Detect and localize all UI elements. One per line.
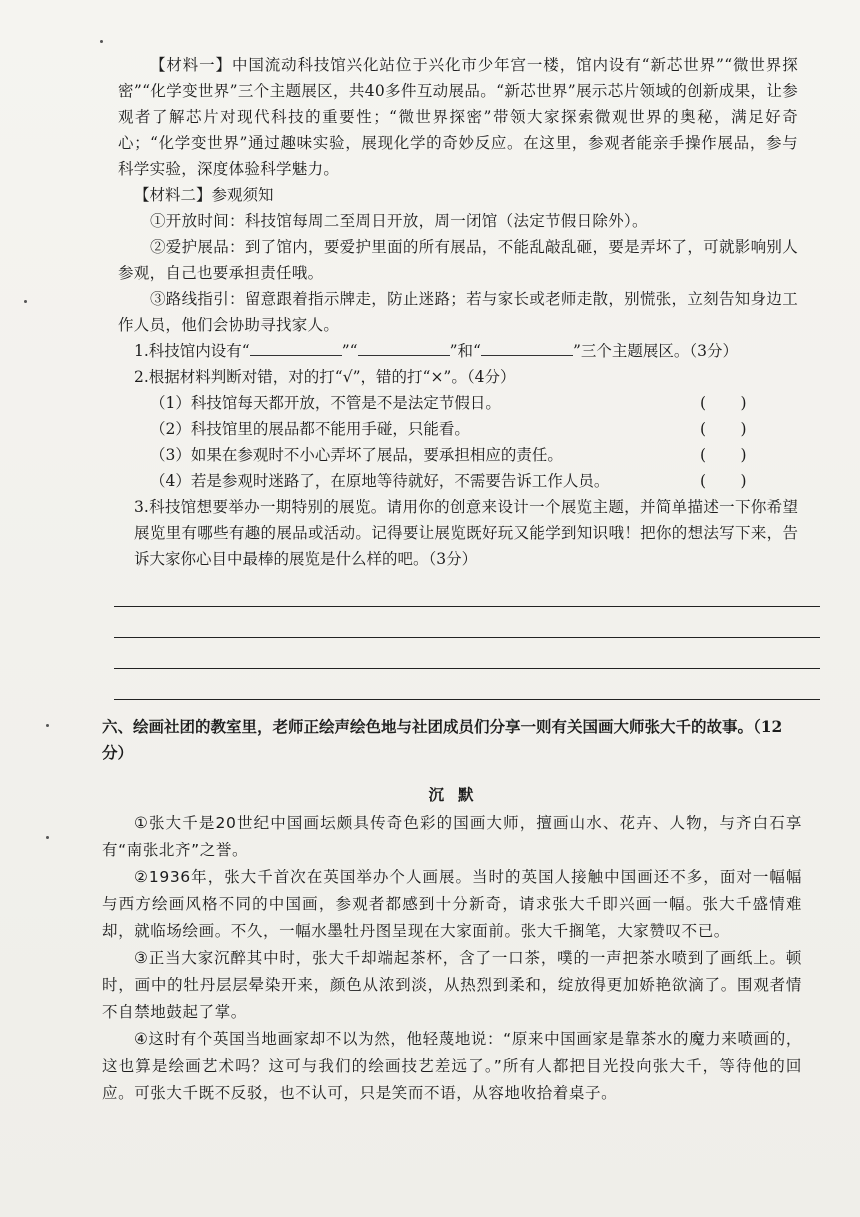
rule-route-guide: ③路线指引：留意跟着指示牌走，防止迷路；若与家长或老师走散，别慌张，立刻告知身边工作人员，他们会协助寻找家人。 xyxy=(118,290,798,334)
judgement-statement: （2）科技馆里的展品都不能用手碰，只能看。 xyxy=(150,420,470,438)
question-3: 3.科技馆想要举办一期特别的展览。请用你的创意来设计一个展览主题，并简单描述一下你希望展览里有哪些有趣的展品或活动。记得要让展览既好玩又能学到知识哦！把你的想法写下来，告诉大家你心目中最棒的展览是什么样的吧。（3分） xyxy=(134,498,798,568)
judgement-statement: （3）如果在参观时不小心弄坏了展品，要承担相应的责任。 xyxy=(150,446,563,464)
story-paragraph-2: ②1936年，张大千首次在英国举办个人画展。当时的英国人接触中国画还不多，面对一幅幅与西方绘画风格不同的中国画，参观者都感到十分新奇，请求张大千即兴画一幅。张大千盛情难却，就临场绘画。不久，一幅水墨牡丹图呈现在大家面前。张大千搁笔，大家赞叹不已。 xyxy=(102,867,802,940)
rule-opening-hours: ①开放时间：科技馆每周二至周日开放，周一闭馆（法定节假日除外）。 xyxy=(150,212,648,230)
section-six-heading: 六、绘画社团的教室里，老师正绘声绘色地与社团成员们分享一则有关国画大师张大千的故事。（12分） xyxy=(102,717,783,762)
judgement-item-3 xyxy=(118,442,798,468)
story-paragraph-1: ①张大千是20世纪中国画坛颇具传奇色彩的国画大师，擅画山水、花卉、人物，与齐白石享有“南张北齐”之誉。 xyxy=(102,813,802,859)
question-1-text: ”和“ xyxy=(449,342,481,360)
rule-protect-exhibits: ②爱护展品：到了馆内，要爱护里面的所有展品，不能乱敲乱砸，要是弄坏了，可就影响别人参观，自己也要承担责任哦。 xyxy=(118,238,798,282)
question-1-score: （3分） xyxy=(689,342,738,360)
material-one-paragraph: 【材料一】中国流动科技馆兴化站位于兴化市少年宫一楼，馆内设有“新芯世界”“微世界探密”“化学变世界”三个主题展区，共40多件互动展品。“新芯世界”展示芯片领域的创新成果，让参观者了解芯片对现代科技的重要性；“微世界探密”带领大家探索微观世界的奥秘，满足好奇心；“化学变世界”通过趣味实验，展现化学的奇妙反应。在这里，参观者能亲手操作展品，参与科学实验，深度体验科学魅力。 xyxy=(118,56,798,178)
judgement-answer-box[interactable]: ( ) xyxy=(700,420,747,438)
answer-lines xyxy=(114,576,798,700)
scan-speck xyxy=(46,724,49,727)
answer-line[interactable] xyxy=(114,638,820,669)
question-1 xyxy=(118,338,798,364)
story-title: 沉默 xyxy=(428,784,488,804)
scan-speck xyxy=(100,40,103,43)
scan-speck xyxy=(46,836,49,839)
story-paragraph-3: ③正当大家沉醉其中时，张大千却端起茶杯，含了一口茶，噗的一声把茶水喷到了画纸上。顿时，画中的牡丹层层晕染开来，颜色从浓到淡，从热烈到柔和，绽放得更加娇艳欲滴了。围观者情不自禁地鼓起了掌。 xyxy=(102,948,802,1021)
judgement-item-1 xyxy=(118,390,798,416)
judgement-item-2 xyxy=(118,416,798,442)
judgement-answer-box[interactable]: ( ) xyxy=(700,394,747,412)
material-two-heading: 【材料二】参观须知 xyxy=(134,186,274,204)
answer-line[interactable] xyxy=(114,576,820,607)
judgement-item-4 xyxy=(118,468,798,494)
judgement-answer-box[interactable]: ( ) xyxy=(700,472,747,490)
answer-blank-1[interactable] xyxy=(250,339,342,356)
document-body xyxy=(102,52,802,1107)
scan-speck xyxy=(24,300,27,303)
answer-blank-2[interactable] xyxy=(358,339,450,356)
question-1-text: 1.科技馆内设有“ xyxy=(134,342,250,360)
question-1-text: ”“ xyxy=(341,342,358,360)
question-1-text: ”三个主题展区。 xyxy=(572,342,690,360)
judgement-statement: （4）若是参观时迷路了，在原地等待就好，不需要告诉工作人员。 xyxy=(150,472,610,490)
answer-line[interactable] xyxy=(114,607,820,638)
judgement-answer-box[interactable]: ( ) xyxy=(700,446,747,464)
question-2-prompt: 2.根据材料判断对错，对的打“√”，错的打“×”。（4分） xyxy=(134,368,516,386)
story-paragraph-4: ④这时有个英国当地画家却不以为然，他轻蔑地说：“原来中国画家是靠茶水的魔力来喷画的，这也算是绘画艺术吗？这可与我们的绘画技艺差远了。”所有人都把目光投向张大千，等待他的回应。可张大千既不反驳，也不认可，只是笑而不语，从容地收拾着桌子。 xyxy=(102,1029,802,1102)
answer-line[interactable] xyxy=(114,669,820,700)
answer-blank-3[interactable] xyxy=(481,339,573,356)
judgement-statement: （1）科技馆每天都开放，不管是不是法定节假日。 xyxy=(150,394,501,412)
